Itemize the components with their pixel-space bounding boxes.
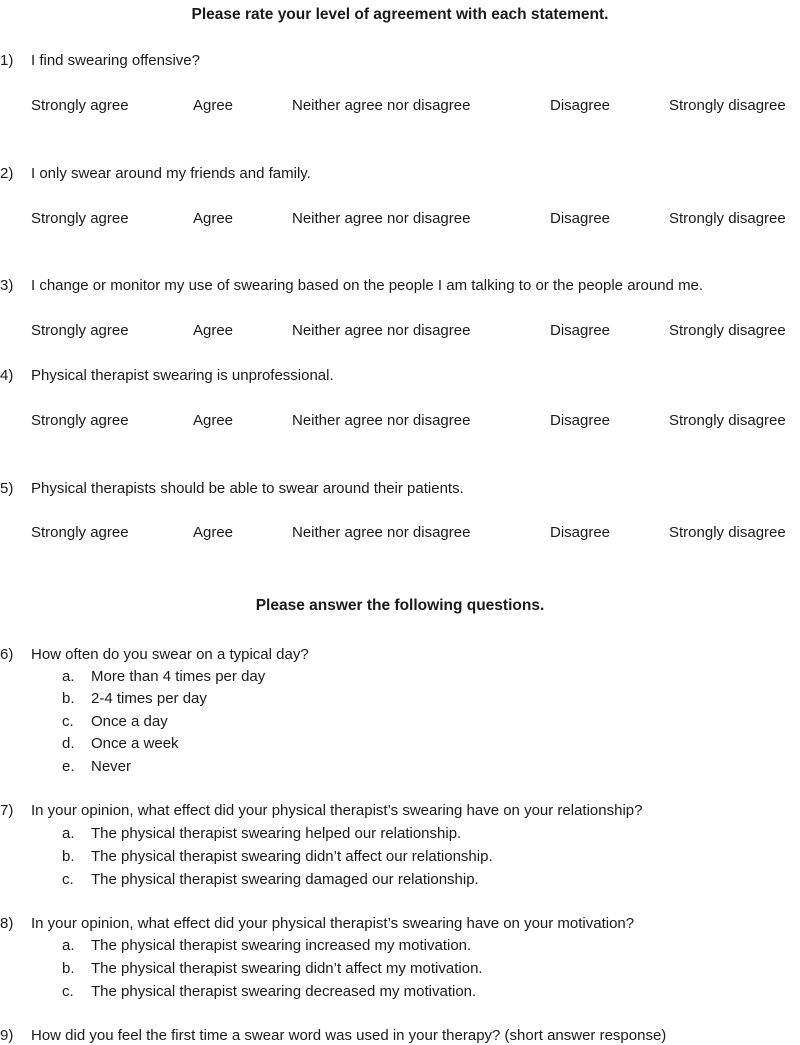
question-text: In your opinion, what effect did your physical therapist’s swearing have on your relationship?	[31, 802, 643, 819]
option-strongly-disagree[interactable]: Strongly disagree	[669, 97, 786, 114]
option-neither[interactable]: Neither agree nor disagree	[292, 524, 471, 541]
question-number: 2)	[0, 165, 14, 182]
question-text: In your opinion, what effect did your physical therapist’s swearing have on your motivation?	[31, 915, 635, 932]
option-agree[interactable]: Agree	[193, 322, 234, 339]
question-number: 5)	[0, 480, 14, 497]
option-agree[interactable]: Agree	[193, 210, 234, 227]
option-text[interactable]: Once a day	[91, 713, 168, 730]
option-strongly-agree[interactable]: Strongly agree	[31, 412, 129, 429]
question-number: 4)	[0, 367, 14, 384]
option-disagree[interactable]: Disagree	[550, 412, 611, 429]
option-text[interactable]: Once a week	[91, 735, 179, 752]
option-disagree[interactable]: Disagree	[550, 210, 611, 227]
option-letter: c.	[62, 713, 74, 730]
option-letter: d.	[62, 735, 75, 752]
option-neither[interactable]: Neither agree nor disagree	[292, 210, 471, 227]
option-strongly-disagree[interactable]: Strongly disagree	[669, 322, 786, 339]
option-agree[interactable]: Agree	[193, 97, 234, 114]
question-text: I change or monitor my use of swearing based on the people I am talking to or the people around me.	[31, 277, 704, 294]
option-text[interactable]: The physical therapist swearing increased my motivation.	[91, 937, 472, 954]
option-letter: b.	[62, 960, 75, 977]
option-text[interactable]: The physical therapist swearing damaged our relationship.	[91, 871, 479, 888]
option-text[interactable]: The physical therapist swearing didn’t affect my motivation.	[91, 960, 483, 977]
option-strongly-agree[interactable]: Strongly agree	[31, 210, 129, 227]
section-heading-rating: Please rate your level of agreement with each statement.	[191, 6, 609, 23]
option-agree[interactable]: Agree	[193, 524, 234, 541]
question-text: Physical therapist swearing is unprofessional.	[31, 367, 334, 384]
option-agree[interactable]: Agree	[193, 412, 234, 429]
question-number: 9)	[0, 1027, 14, 1044]
option-text[interactable]: Never	[91, 758, 132, 775]
option-text[interactable]: The physical therapist swearing decreased my motivation.	[91, 983, 477, 1000]
option-letter: a.	[62, 937, 75, 954]
question-number: 6)	[0, 646, 14, 663]
question-number: 7)	[0, 802, 14, 819]
option-disagree[interactable]: Disagree	[550, 322, 611, 339]
option-strongly-agree[interactable]: Strongly agree	[31, 322, 129, 339]
option-letter: c.	[62, 871, 74, 888]
option-disagree[interactable]: Disagree	[550, 524, 611, 541]
question-text: How often do you swear on a typical day?	[31, 646, 309, 663]
option-letter: a.	[62, 668, 75, 685]
option-letter: b.	[62, 848, 75, 865]
question-number: 8)	[0, 915, 14, 932]
option-text[interactable]: 2-4 times per day	[91, 690, 207, 707]
option-neither[interactable]: Neither agree nor disagree	[292, 412, 471, 429]
option-text[interactable]: The physical therapist swearing didn’t affect our relationship.	[91, 848, 493, 865]
option-strongly-disagree[interactable]: Strongly disagree	[669, 524, 786, 541]
question-number: 1)	[0, 52, 14, 69]
option-strongly-agree[interactable]: Strongly agree	[31, 97, 129, 114]
option-strongly-agree[interactable]: Strongly agree	[31, 524, 129, 541]
option-strongly-disagree[interactable]: Strongly disagree	[669, 412, 786, 429]
option-text[interactable]: More than 4 times per day	[91, 668, 266, 685]
option-letter: b.	[62, 690, 75, 707]
option-neither[interactable]: Neither agree nor disagree	[292, 97, 471, 114]
option-strongly-disagree[interactable]: Strongly disagree	[669, 210, 786, 227]
section-heading-questions: Please answer the following questions.	[255, 597, 545, 614]
question-text: I find swearing offensive?	[31, 52, 200, 69]
option-letter: a.	[62, 825, 75, 842]
option-letter: e.	[62, 758, 75, 775]
question-text: I only swear around my friends and family.	[31, 165, 311, 182]
option-neither[interactable]: Neither agree nor disagree	[292, 322, 471, 339]
option-text[interactable]: The physical therapist swearing helped our relationship.	[91, 825, 462, 842]
question-number: 3)	[0, 277, 14, 294]
question-text: Physical therapists should be able to swear around their patients.	[31, 480, 464, 497]
option-disagree[interactable]: Disagree	[550, 97, 611, 114]
option-letter: c.	[62, 983, 74, 1000]
question-text: How did you feel the first time a swear word was used in your therapy? (short answer response)	[31, 1027, 667, 1044]
